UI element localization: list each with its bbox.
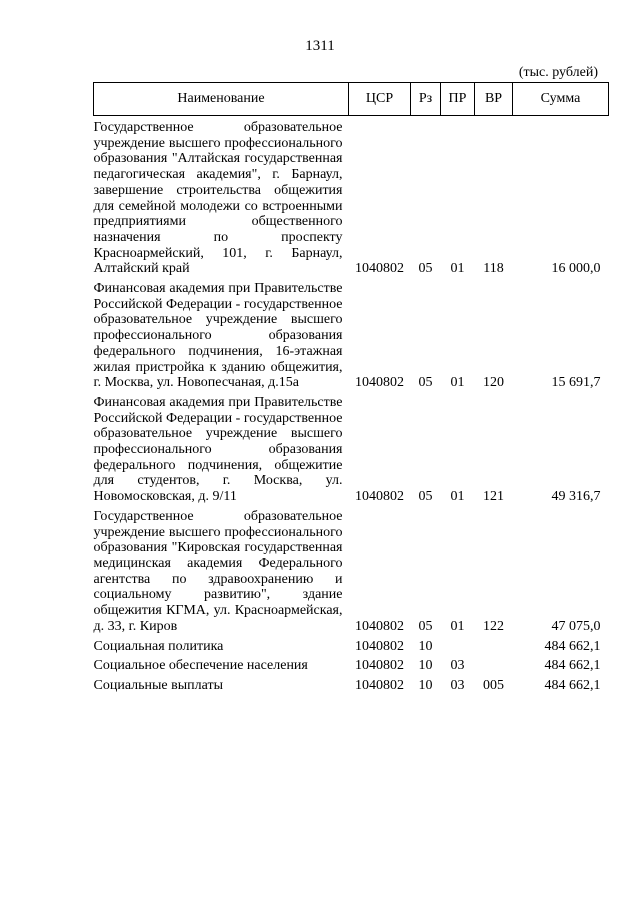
row-rz: 05 [418, 489, 433, 505]
row-pr: 01 [450, 489, 465, 505]
row-csr: 1040802 [355, 375, 404, 391]
table-row [94, 116, 609, 280]
row-vr: 122 [483, 618, 504, 634]
row-rz: 05 [418, 375, 433, 391]
header-csr: ЦСР [349, 83, 411, 116]
row-csr: 1040802 [355, 618, 404, 634]
table-row [94, 393, 609, 507]
row-sum: 49 316,7 [551, 489, 601, 505]
row-vr [475, 637, 513, 657]
table-header [94, 83, 609, 116]
row-vr: 121 [483, 489, 504, 505]
row-vr: 120 [483, 375, 504, 391]
table-row [94, 637, 609, 657]
row-csr: 1040802 [355, 638, 404, 654]
row-rz: 05 [418, 618, 433, 634]
page-number: 1311 [305, 38, 335, 54]
row-name: Финансовая академия при Правительстве Российской Федерации - государственное образовательное учреждение высшего профессионального образования федерального подчинения, 16-этажная жилая пристройка к зданию общежития, г. Москва, ул. Новопесчаная, д.15а [93, 281, 343, 391]
row-pr: 03 [450, 677, 465, 693]
row-rz: 10 [418, 658, 433, 674]
row-name: Социальные выплаты [93, 677, 224, 693]
row-name: Государственное образовательное учреждение высшего профессионального образования "Алтайская государственная педагогическая академия", г. Барнаул, завершение строительства общежития для семейной молодежи со встроенными предприятиями общественного назначения по проспекту Красноармейский, 101, г. Барнаул, Алтайский край [93, 120, 343, 277]
row-rz: 10 [418, 638, 433, 654]
table-row [94, 656, 609, 676]
row-sum: 16 000,0 [551, 261, 601, 277]
table-row [94, 279, 609, 393]
row-sum: 484 662,1 [544, 677, 601, 693]
header-rz: Рз [411, 83, 441, 116]
table-row [94, 507, 609, 637]
row-sum: 484 662,1 [544, 658, 601, 674]
table-row [94, 676, 609, 696]
row-vr: 118 [483, 261, 504, 277]
row-csr: 1040802 [355, 677, 404, 693]
row-name: Социальное обеспечение населения [93, 658, 308, 674]
row-sum: 15 691,7 [551, 375, 601, 391]
row-rz: 10 [418, 677, 433, 693]
row-rz: 05 [418, 261, 433, 277]
table-body [94, 116, 609, 696]
header-name: Наименование [94, 83, 349, 116]
row-sum: 484 662,1 [544, 638, 601, 654]
row-pr: 01 [450, 375, 465, 391]
budget-table [93, 82, 609, 696]
row-csr: 1040802 [355, 489, 404, 505]
row-csr: 1040802 [355, 658, 404, 674]
row-vr [475, 656, 513, 676]
row-pr: 01 [450, 261, 465, 277]
row-name: Финансовая академия при Правительстве Российской Федерации - государственное образовательное учреждение высшего профессионального образования федерального подчинения, общежитие для студентов, г. Москва, ул. Новомосковская, д. 9/11 [93, 394, 343, 505]
row-name: Государственное образовательное учреждение высшего профессионального образования "Кировская государственная медицинская академия Федерального агентства по здравоохранению и социальному развитию", здание общежития КГМА, ул. Красноармейская, д. 33, г. Киров [93, 508, 343, 634]
units-label: (тыс. рублей) [518, 65, 598, 80]
row-sum: 47 075,0 [551, 618, 601, 634]
row-pr [441, 637, 475, 657]
row-name: Социальная политика [93, 638, 224, 654]
header-vr: ВР [475, 83, 513, 116]
row-vr: 005 [483, 677, 504, 693]
row-pr: 03 [450, 658, 465, 674]
row-pr: 01 [450, 618, 465, 634]
row-csr: 1040802 [355, 261, 404, 277]
header-sum: Сумма [513, 83, 609, 116]
header-pr: ПР [441, 83, 475, 116]
header-row [94, 83, 609, 116]
